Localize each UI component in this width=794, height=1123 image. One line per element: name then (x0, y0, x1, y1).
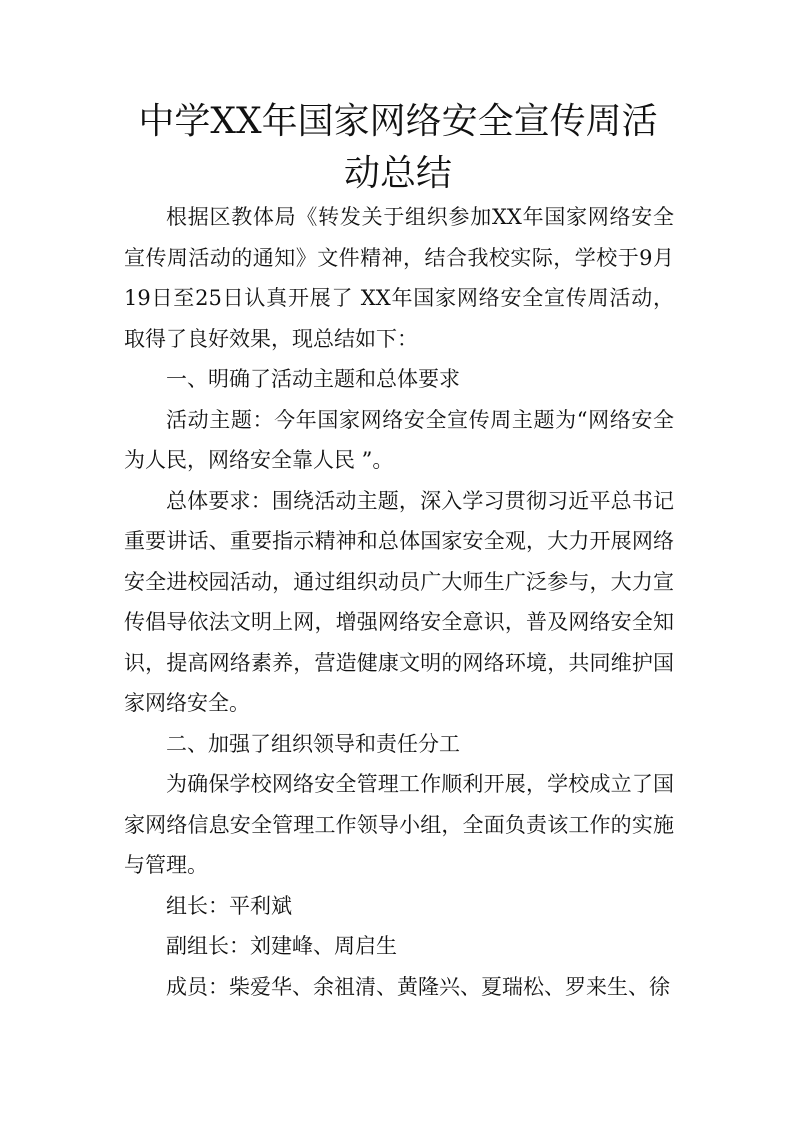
theme-paragraph: 活动主题：今年国家网络安全宣传周主题为“网络安全为人民，网络安全靠人民 ”。 (124, 407, 674, 472)
members-line: 成员：柴爱华、余祖清、黄隆兴、夏瑞松、罗来生、徐 (166, 974, 670, 999)
requirements-paragraph: 总体要求：围绕活动主题，深入学习贯彻习近平总书记重要讲话、重要指示精神和总体国家安全观，大力开展网络安全进校园活动，通过组织动员广大师生广泛参与，大力宣传倡导依法文明上网，增强网络安全意识，普及网络安全知识，提高网络素养，营造健康文明的网络环境，共同维护国家网络安全。 (124, 488, 674, 715)
document-body (124, 197, 674, 1007)
section-heading-2: 二、加强了组织领导和责任分工 (166, 731, 460, 756)
intro-paragraph: 根据区教体局《转发关于组织参加XX年国家网络安全宣传周活动的通知》文件精神，结合我校实际，学校于9月19日至25日认真开展了 XX年国家网络安全宣传周活动，取得了良好效果，现总结如下： (124, 205, 674, 351)
leader-line: 组长：平利斌 (166, 893, 292, 918)
section-heading-1: 一、明确了活动主题和总体要求 (166, 367, 460, 391)
deputy-leader-line: 副组长：刘建峰、周启生 (166, 934, 397, 958)
organization-paragraph: 为确保学校网络安全管理工作顺利开展，学校成立了国家网络信息安全管理工作领导小组，全面负责该工作的实施与管理。 (124, 772, 674, 877)
document-title: 中学XX年国家网络安全宣传周活动总结 (138, 101, 658, 194)
